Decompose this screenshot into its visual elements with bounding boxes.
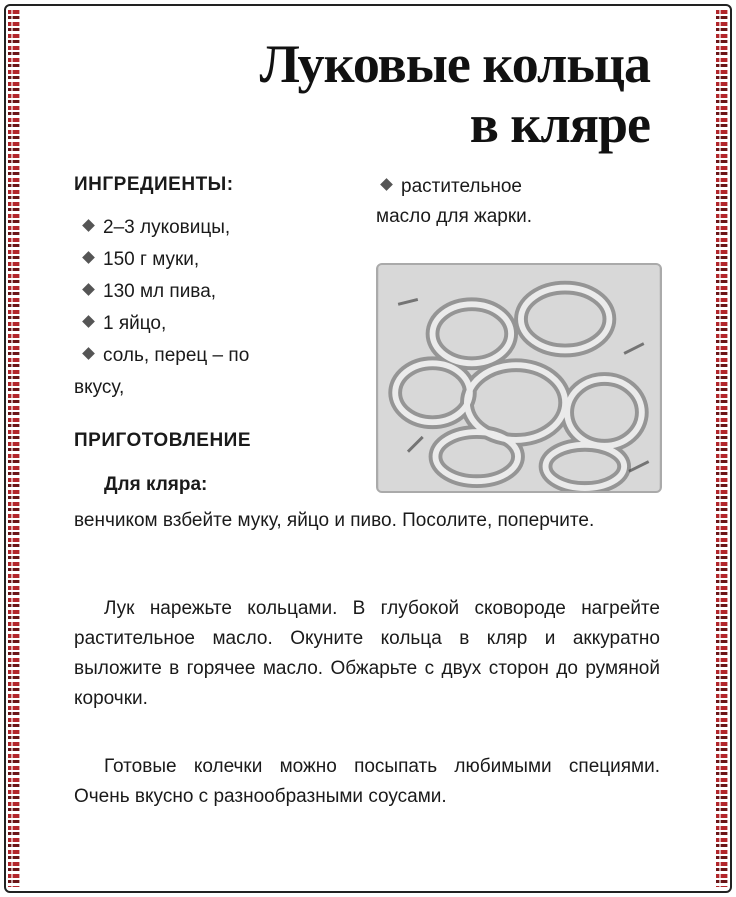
preparation-heading: ПРИГОТОВЛЕНИЕ <box>74 430 251 451</box>
ingredient-text: 130 мл пива, <box>103 281 217 302</box>
bullet-diamond-icon <box>82 251 95 264</box>
title-line-1: Луковые кольца <box>259 34 650 94</box>
ingredients-heading: ИНГРЕДИЕНТЫ: <box>74 174 234 195</box>
ingredient-text: 150 г муки, <box>103 249 200 270</box>
bullet-diamond-icon <box>82 347 95 360</box>
bullet-diamond-icon <box>82 315 95 328</box>
ingredient-text-continued: вкусу, <box>74 377 125 398</box>
ingredient-text: соль, перец – по <box>103 345 250 366</box>
onion-rings-image-icon <box>378 265 660 491</box>
ingredient-text-continued: масло для жарки. <box>376 206 533 227</box>
ingredient-item <box>74 244 359 276</box>
ingredient-text: растительное <box>401 176 522 197</box>
preparation-paragraph-1: венчиком взбейте муку, яйцо и пиво. Посолите, поперчите. <box>74 510 595 531</box>
ingredient-item <box>74 340 359 404</box>
ingredient-text: 2–3 луковицы, <box>103 217 231 238</box>
ingredient-text: 1 яйцо, <box>103 313 167 334</box>
bullet-diamond-icon <box>82 219 95 232</box>
recipe-title <box>260 34 650 154</box>
title-line-2: в кляре <box>469 94 650 154</box>
ingredient-item <box>376 172 646 232</box>
ingredients-list-right <box>376 172 646 232</box>
ingredient-item <box>74 212 359 244</box>
batter-subheading: Для кляра: <box>104 474 208 495</box>
preparation-paragraph-2: Лук нарежьте кольцами. В глубокой сковороде нагрейте растительное масло. Окуните кольца в кляр и аккуратно выложите в горячее масло. Обжарьте с двух сторон до румяной корочки. <box>74 598 660 709</box>
ingredients-list <box>74 212 359 404</box>
onion-rings-photo <box>376 263 662 493</box>
bullet-diamond-icon <box>82 283 95 296</box>
ingredient-item <box>74 308 359 340</box>
decorative-border-right <box>716 10 728 887</box>
bullet-diamond-icon <box>380 178 393 191</box>
ingredient-item <box>74 276 359 308</box>
decorative-border-left <box>8 10 20 887</box>
preparation-paragraph-3: Готовые колечки можно посыпать любимыми специями. Очень вкусно с разнообразными соусами. <box>74 756 660 807</box>
